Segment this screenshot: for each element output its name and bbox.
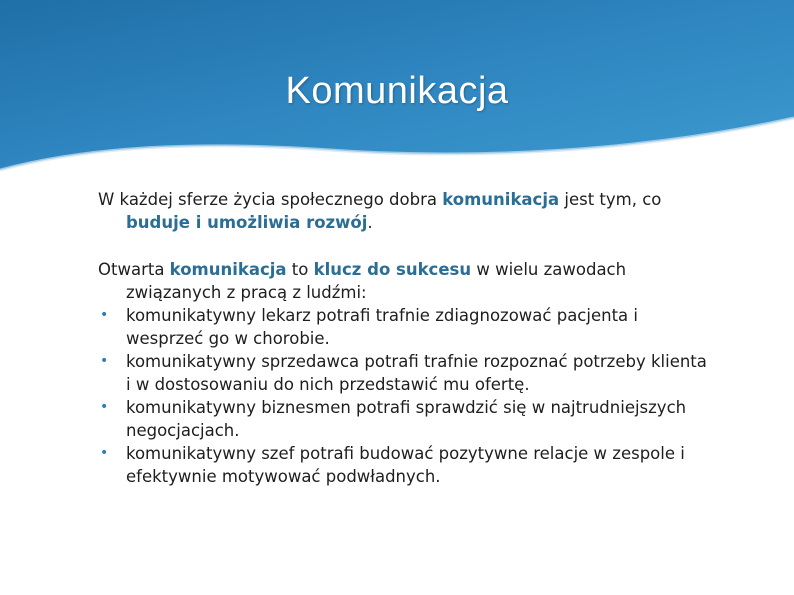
slide-title: Komunikacja [285, 70, 509, 112]
intro-highlight: komunikacja [442, 190, 560, 209]
list-item [98, 396, 708, 442]
bullet-icon: • [100, 399, 109, 415]
list-item-text: komunikatywny sprzedawca potrafi trafnie rozpoznać potrzeby klienta i w dostosowaniu do nich przedstawić mu ofertę. [126, 352, 707, 394]
list-item [98, 350, 708, 396]
lead-highlight: komunikacja [169, 260, 287, 279]
bullet-icon: • [100, 445, 109, 461]
slide-header-banner [0, 0, 794, 180]
list-item-text: komunikatywny lekarz potrafi trafnie zdiagnozować pacjenta i wesprzeć go w chorobie. [126, 306, 638, 348]
slide-body [98, 188, 708, 488]
list-item-text: komunikatywny szef potrafi budować pozytywne relacje w zespole i efektywnie motywować podwładnych. [126, 444, 685, 486]
list-item [98, 442, 708, 488]
bullet-list [98, 304, 708, 488]
bullet-icon: • [100, 307, 109, 323]
intro-text: . [367, 213, 373, 232]
lead-paragraph [98, 258, 708, 304]
intro-highlight: buduje i umożliwia rozwój [126, 213, 368, 232]
intro-text: W każdej sferze życia społecznego dobra [98, 190, 443, 209]
lead-text: to [286, 260, 314, 279]
intro-paragraph [98, 188, 708, 234]
lead-highlight: klucz do sukcesu [313, 260, 472, 279]
bullet-icon: • [100, 353, 109, 369]
list-item-text: komunikatywny biznesmen potrafi sprawdzić się w najtrudniejszych negocjacjach. [126, 398, 687, 440]
intro-text: jest tym, co [559, 190, 662, 209]
lead-text: Otwarta [98, 260, 170, 279]
lead-text: w wielu zawodach związanych z pracą z ludźmi: [126, 260, 627, 302]
list-item [98, 304, 708, 350]
